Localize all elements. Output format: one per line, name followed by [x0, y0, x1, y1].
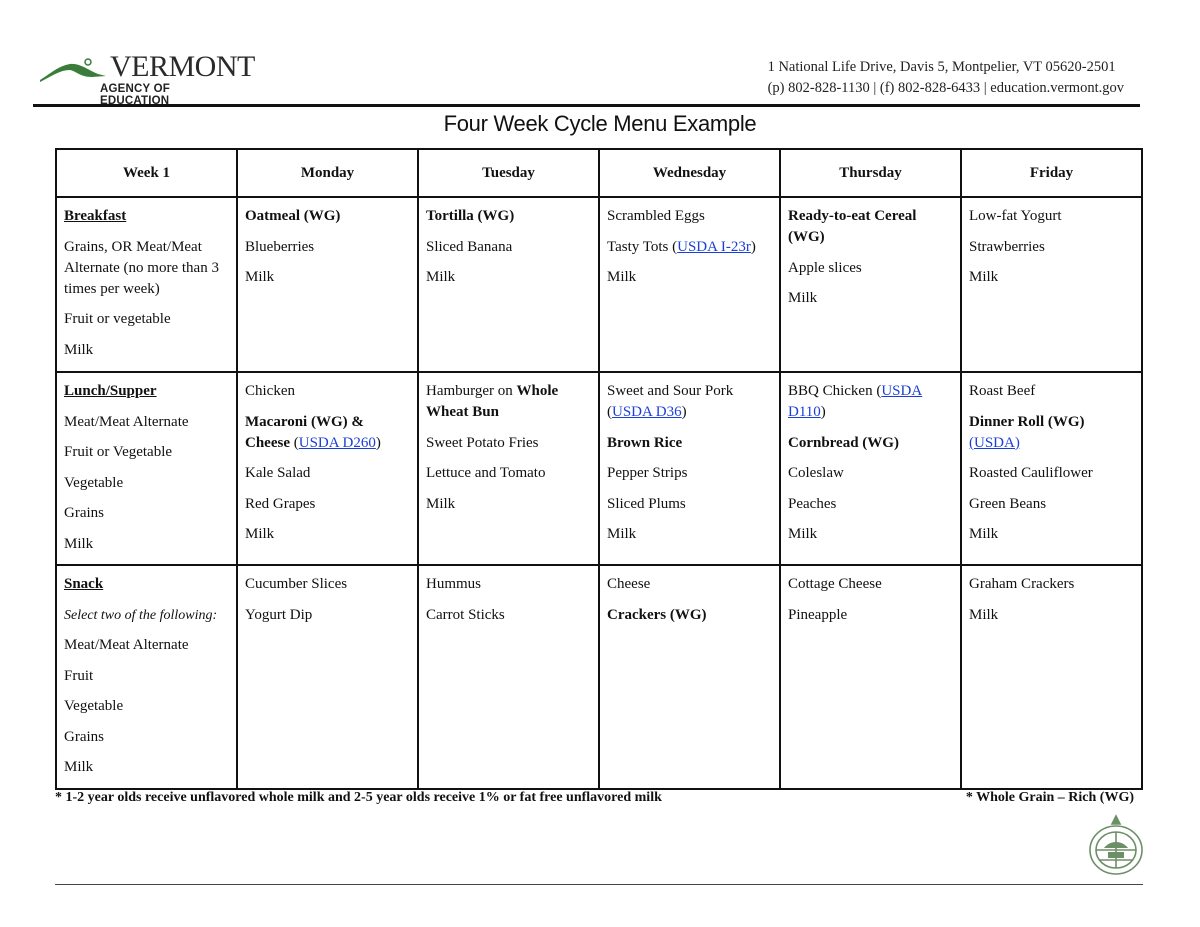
- menu-item: Cornbread (WG): [788, 434, 899, 451]
- lunch-tuesday: [418, 372, 599, 565]
- item-text: Dinner Roll (WG): [969, 413, 1085, 430]
- lunch-thursday: [780, 372, 961, 565]
- menu-item: Graham Crackers: [969, 576, 1075, 592]
- menu-item: Milk: [788, 290, 818, 306]
- snack-components: [56, 565, 237, 789]
- whole-grain-footnote: * Whole Grain – Rich (WG): [965, 790, 1134, 805]
- menu-item: Tortilla (WG): [426, 208, 515, 224]
- usda-link[interactable]: USDA D36: [612, 404, 682, 420]
- footer-divider: [55, 884, 1143, 885]
- lunch-components: [56, 372, 237, 565]
- vermont-logo: [40, 50, 255, 107]
- mountain-logo-icon: [40, 56, 120, 86]
- menu-item: Blueberries: [245, 238, 315, 255]
- menu-item: Low-fat Yogurt: [969, 208, 1062, 224]
- component: Vegetable: [64, 698, 124, 714]
- item-text: ): [820, 404, 826, 420]
- item-text: Macaroni (WG) & Cheese: [245, 413, 364, 451]
- menu-item: Roast Beef: [969, 383, 1036, 399]
- component: Grains: [64, 728, 104, 745]
- menu-item: Lettuce and Tomato: [426, 465, 546, 481]
- address-block: [768, 57, 1124, 99]
- lunch-wednesday: [599, 372, 780, 565]
- milk-footnote: * 1-2 year olds receive unflavored whole milk and 2-5 year olds receive 1% or fat free unflavored milk: [55, 790, 662, 805]
- menu-item: Red Grapes: [245, 495, 316, 512]
- snack-tuesday: [418, 565, 599, 789]
- header-divider: [33, 104, 1140, 107]
- col-thursday: Thursday: [780, 149, 961, 197]
- menu-item: Milk: [245, 269, 275, 285]
- component: Fruit or Vegetable: [64, 444, 173, 460]
- menu-item: Milk: [607, 526, 637, 542]
- item-text: ): [375, 434, 381, 451]
- menu-item: Sweet Potato Fries: [426, 434, 539, 451]
- component: Vegetable: [64, 474, 124, 491]
- menu-item: Scrambled Eggs: [607, 208, 705, 224]
- col-monday: Monday: [237, 149, 418, 197]
- menu-item: Cheese: [607, 576, 651, 592]
- menu-item: [426, 381, 591, 423]
- component: Milk: [64, 535, 94, 552]
- item-text: Tasty Tots (: [607, 238, 678, 255]
- menu-item: Milk: [245, 526, 275, 542]
- usda-link[interactable]: USDA D110: [788, 383, 923, 420]
- snack-row: [56, 565, 1142, 789]
- item-text: Sweet and Sour Pork (: [607, 383, 734, 420]
- menu-item: Strawberries: [969, 238, 1045, 255]
- menu-item: Milk: [607, 269, 637, 285]
- breakfast-friday: [961, 197, 1142, 372]
- snack-friday: [961, 565, 1142, 789]
- snack-label: Snack: [64, 576, 104, 592]
- menu-item: Ready-to-eat Cereal (WG): [788, 208, 917, 245]
- menu-item: Chicken: [245, 383, 295, 399]
- menu-item: Cottage Cheese: [788, 576, 882, 592]
- menu-item: Green Beans: [969, 495, 1047, 512]
- usda-link[interactable]: (USDA): [969, 434, 1020, 451]
- col-wednesday: Wednesday: [599, 149, 780, 197]
- menu-item: Crackers (WG): [607, 606, 707, 623]
- breakfast-thursday: [780, 197, 961, 372]
- menu-item: Pineapple: [788, 606, 848, 623]
- menu-item: Milk: [426, 495, 456, 512]
- breakfast-components: [56, 197, 237, 372]
- menu-item: [969, 412, 1134, 454]
- breakfast-label: Breakfast: [64, 208, 127, 224]
- breakfast-row: [56, 197, 1142, 372]
- menu-item: Sliced Banana: [426, 238, 513, 255]
- menu-item: Apple slices: [788, 259, 862, 276]
- component: Meat/Meat Alternate: [64, 637, 189, 653]
- component: Grains: [64, 505, 104, 521]
- address-line: 1 National Life Drive, Davis 5, Montpelier, VT 05620-2501: [767, 59, 1116, 75]
- logo-agency: AGENCY OF EDUCATION: [100, 83, 170, 107]
- snack-thursday: [780, 565, 961, 789]
- menu-item: Pepper Strips: [607, 465, 688, 481]
- component: Grains, OR Meat/Meat Alternate (no more than 3 times per week): [64, 238, 219, 297]
- menu-item: [607, 381, 772, 423]
- vermont-seal-icon: [1086, 814, 1146, 878]
- item-text: BBQ Chicken (: [788, 383, 882, 399]
- lunch-label: Lunch/Supper: [64, 383, 157, 399]
- menu-item: Cucumber Slices: [245, 576, 348, 592]
- page-title: Four Week Cycle Menu Example: [443, 111, 757, 136]
- menu-table: [55, 148, 1143, 790]
- contact-line: (p) 802-828-1130 | (f) 802-828-6433 | education.vermont.gov: [767, 80, 1124, 96]
- menu-item: Milk: [969, 606, 999, 623]
- col-tuesday: Tuesday: [418, 149, 599, 197]
- menu-item: Milk: [969, 269, 999, 285]
- item-text: ): [681, 404, 687, 420]
- menu-item: Oatmeal (WG): [245, 208, 341, 224]
- usda-link[interactable]: USDA D260: [298, 434, 376, 451]
- usda-link[interactable]: USDA I-23r: [677, 238, 751, 255]
- lunch-friday: [961, 372, 1142, 565]
- item-text: (: [290, 434, 299, 451]
- menu-item: Milk: [788, 526, 818, 542]
- component: Meat/Meat Alternate: [64, 413, 189, 430]
- menu-item: [607, 237, 772, 258]
- menu-item: [245, 412, 410, 454]
- lunch-row: [56, 372, 1142, 565]
- component: Fruit: [64, 667, 94, 684]
- component: Fruit or vegetable: [64, 311, 171, 327]
- snack-instruction: Select two of the following:: [64, 607, 218, 623]
- menu-item: Sliced Plums: [607, 495, 686, 512]
- menu-item: Kale Salad: [245, 465, 311, 481]
- menu-item: Yogurt Dip: [245, 606, 313, 623]
- menu-item: Milk: [426, 269, 456, 285]
- menu-item: Coleslaw: [788, 465, 844, 481]
- menu-item: Brown Rice: [607, 434, 683, 451]
- menu-item: Milk: [969, 526, 999, 542]
- breakfast-wednesday: [599, 197, 780, 372]
- menu-item: Hummus: [426, 576, 482, 592]
- menu-item: Peaches: [788, 495, 837, 512]
- snack-monday: [237, 565, 418, 789]
- breakfast-monday: [237, 197, 418, 372]
- menu-item: [788, 381, 953, 423]
- component: Milk: [64, 759, 94, 775]
- menu-item: Carrot Sticks: [426, 606, 505, 623]
- col-friday: Friday: [961, 149, 1142, 197]
- item-text: ): [750, 238, 756, 255]
- item-text: Hamburger on: [426, 383, 517, 399]
- breakfast-tuesday: [418, 197, 599, 372]
- menu-item: Roasted Cauliflower: [969, 465, 1093, 481]
- component: Milk: [64, 341, 94, 358]
- item-text: Whole Wheat Bun: [426, 383, 559, 420]
- col-week: Week 1: [56, 149, 237, 197]
- snack-wednesday: [599, 565, 780, 789]
- logo-name: VERMONT: [110, 50, 255, 83]
- header-row: [56, 149, 1142, 197]
- lunch-monday: [237, 372, 418, 565]
